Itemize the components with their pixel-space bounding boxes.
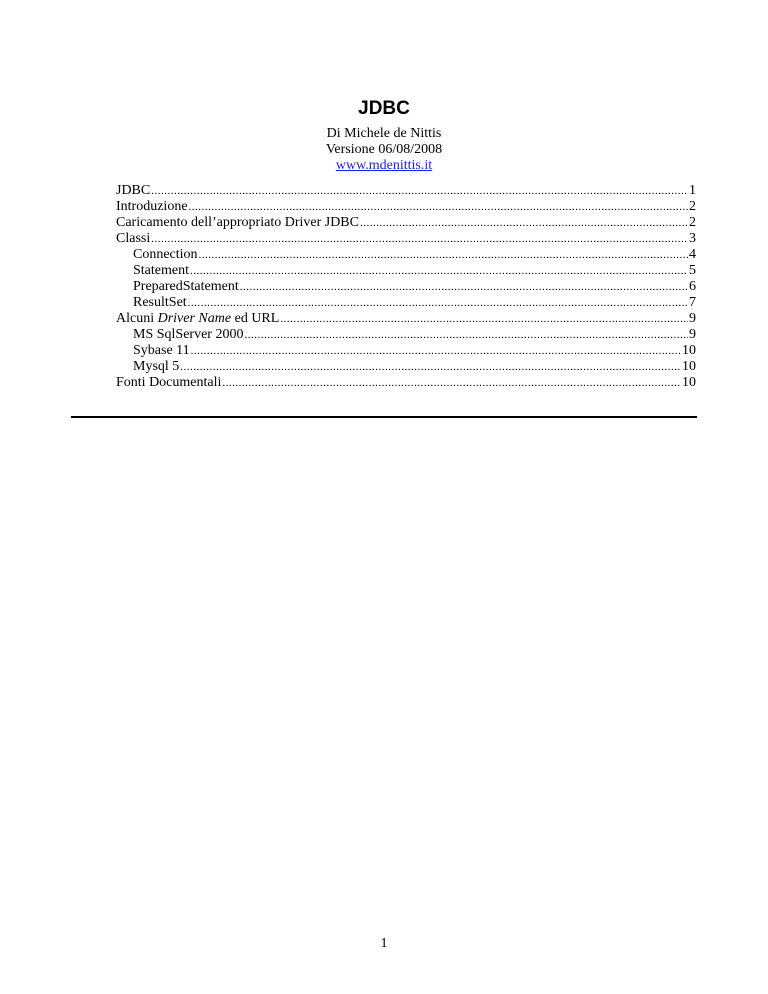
toc-entry-page: 2: [689, 215, 696, 230]
toc-dot-leader: [189, 199, 688, 215]
toc-dot-leader: [222, 375, 681, 391]
toc-entry-label: ResultSet: [133, 295, 187, 310]
toc-entry-connection[interactable]: [116, 247, 696, 263]
toc-entry-fonti-documentali[interactable]: [116, 375, 696, 391]
toc-dot-leader: [190, 263, 688, 279]
table-of-contents: [116, 183, 696, 391]
toc-entry-sybase[interactable]: [116, 343, 696, 359]
toc-entry-introduzione[interactable]: [116, 199, 696, 215]
toc-entry-caricamento-driver[interactable]: [116, 215, 696, 231]
toc-entry-page: 10: [682, 375, 696, 390]
toc-entry-label: Sybase 11: [133, 343, 190, 358]
toc-entry-page: 10: [682, 359, 696, 374]
toc-entry-label: Connection: [133, 247, 198, 262]
toc-dot-leader: [180, 359, 681, 375]
toc-dot-leader: [240, 279, 688, 295]
toc-label-prefix: Alcuni: [116, 311, 158, 326]
toc-entry-classi[interactable]: [116, 231, 696, 247]
toc-entry-page: 9: [689, 327, 696, 342]
toc-entry-label: Caricamento dell’appropriato Driver JDBC: [116, 215, 359, 230]
author-line: Di Michele de Nittis: [326, 126, 442, 141]
website-link[interactable]: www.mdenittis.it: [335, 158, 433, 173]
toc-dot-leader: [151, 231, 688, 247]
toc-dot-leader: [360, 215, 688, 231]
toc-entry-mysql[interactable]: [116, 359, 696, 375]
toc-entry-statement[interactable]: [116, 263, 696, 279]
toc-entry-label: Introduzione: [116, 199, 188, 214]
toc-entry-label: MS SqlServer 2000: [133, 327, 244, 342]
toc-entry-driver-name-url[interactable]: [116, 311, 696, 327]
horizontal-rule: [71, 416, 697, 418]
toc-entry-label: PreparedStatement: [133, 279, 239, 294]
toc-label-italic: Driver Name: [157, 311, 232, 326]
toc-entry-label: JDBC: [116, 183, 151, 198]
toc-dot-leader: [191, 343, 681, 359]
toc-entry-label: Mysql 5: [133, 359, 180, 374]
toc-dot-leader: [280, 311, 688, 327]
toc-entry-ms-sqlserver[interactable]: [116, 327, 696, 343]
toc-entry-label: [116, 311, 280, 327]
toc-entry-page: 10: [682, 343, 696, 358]
toc-entry-page: 4: [689, 247, 696, 262]
toc-entry-page: 1: [689, 183, 696, 198]
toc-dot-leader: [151, 183, 688, 199]
toc-entry-page: 7: [689, 295, 696, 310]
toc-entry-page: 3: [689, 231, 696, 246]
toc-dot-leader: [188, 295, 688, 311]
page-number: 1: [380, 936, 388, 951]
toc-entry-label: Statement: [133, 263, 189, 278]
toc-dot-leader: [244, 327, 688, 343]
toc-label-suffix: ed URL: [231, 311, 280, 326]
toc-entry-page: 6: [689, 279, 696, 294]
toc-entry-page: 9: [689, 311, 696, 326]
toc-entry-preparedstatement[interactable]: [116, 279, 696, 295]
toc-entry-resultset[interactable]: [116, 295, 696, 311]
version-line: Versione 06/08/2008: [325, 142, 443, 157]
toc-entry-page: 5: [689, 263, 696, 278]
toc-entry-label: Fonti Documentali: [116, 375, 222, 390]
toc-entry-jdbc[interactable]: [116, 183, 696, 199]
toc-dot-leader: [199, 247, 688, 263]
toc-entry-label: Classi: [116, 231, 151, 246]
toc-entry-page: 2: [689, 199, 696, 214]
website-line: [0, 157, 768, 174]
document-title: JDBC: [358, 98, 410, 119]
